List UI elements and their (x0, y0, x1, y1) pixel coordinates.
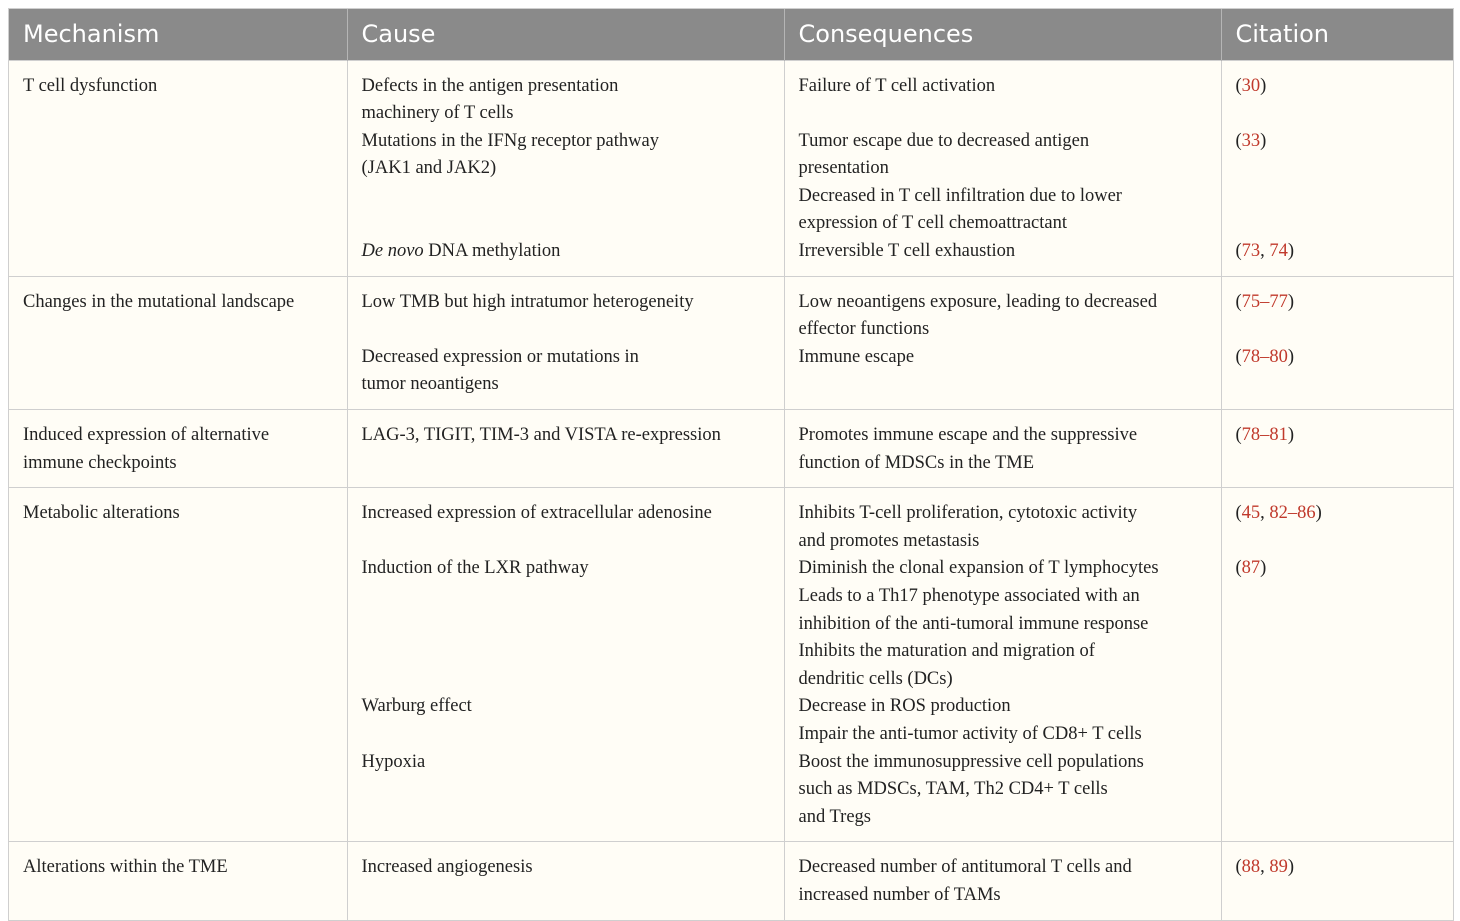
consequences-cell (784, 410, 1221, 488)
citation-line: (78–81) (1235, 425, 1295, 446)
consequences-cell-line: Immune escape (798, 346, 915, 367)
citation-link[interactable]: 73 (1241, 241, 1261, 262)
consequences-cell-line: expression of T cell chemoattractant (798, 213, 1067, 234)
cause-cell (347, 60, 784, 276)
consequences-cell-line: presentation (798, 158, 889, 179)
citation-link[interactable]: 74 (1269, 241, 1288, 262)
mechanisms-table (9, 9, 1453, 920)
citation-cell (1221, 842, 1453, 920)
cause-cell-line: Increased angiogenesis (361, 857, 533, 878)
consequences-cell-line: and promotes metastasis (798, 530, 980, 551)
cause-cell-line (362, 183, 770, 211)
cause-cell-line: Decreased expression or mutations in (361, 346, 639, 367)
mechanism-cell (9, 488, 347, 842)
table-row (9, 276, 1453, 409)
cause-cell-line: (JAK1 and JAK2) (361, 158, 497, 179)
citation-line: (33) (1235, 130, 1267, 151)
citation-link[interactable]: 78–81 (1241, 425, 1288, 446)
mechanism-cell (9, 276, 347, 409)
consequences-cell-line: increased number of TAMs (798, 884, 1001, 905)
consequences-cell-line: Boost the immunosuppressive cell populations (798, 751, 1144, 772)
mechanism-cell-line: Induced expression of alternative (23, 425, 270, 446)
cause-cell-line: Increased expression of extracellular adenosine (361, 503, 712, 524)
consequences-cell-line: function of MDSCs in the TME (798, 452, 1035, 473)
cause-cell-line (362, 611, 770, 639)
citation-link[interactable]: 87 (1241, 558, 1261, 579)
consequences-cell (784, 60, 1221, 276)
citation-line: (88, 89) (1235, 857, 1295, 878)
consequences-cell-line: such as MDSCs, TAM, Th2 CD4+ T cells (798, 779, 1108, 800)
cause-cell (347, 488, 784, 842)
citation-link[interactable]: 75–77 (1241, 291, 1288, 312)
cause-cell-line: Induction of the LXR pathway (361, 558, 589, 579)
consequences-cell-line: Inhibits the maturation and migration of (798, 641, 1095, 662)
consequences-cell-line: Decreased in T cell infiltration due to lower (798, 185, 1122, 206)
citation-link[interactable]: 89 (1269, 857, 1288, 878)
mechanism-cell (9, 842, 347, 920)
citation-cell (1221, 410, 1453, 488)
citation-line: (45, 82–86) (1235, 503, 1322, 524)
cause-cell-line: Defects in the antigen presentation (361, 75, 619, 96)
cause-cell-line (362, 210, 770, 238)
consequences-cell-line: Low neoantigens exposure, leading to decreased (798, 291, 1158, 312)
header-citation: Citation (1221, 9, 1453, 60)
consequences-cell-line: Leads to a Th17 phenotype associated with an (798, 586, 1140, 606)
consequences-cell (784, 488, 1221, 842)
cause-cell-line (362, 528, 770, 556)
citation-line: (75–77) (1235, 291, 1295, 312)
cause-cell-line (362, 721, 770, 749)
cause-cell (347, 842, 784, 920)
citation-link[interactable]: 88 (1241, 857, 1261, 878)
table-header-row (9, 9, 1453, 60)
consequences-cell (784, 276, 1221, 409)
citation-cell (1221, 276, 1453, 409)
consequences-cell-line: Diminish the clonal expansion of T lymphocytes (798, 558, 1159, 579)
citation-link[interactable]: 82–86 (1269, 503, 1316, 524)
consequences-cell-line: Impair the anti-tumor activity of CD8+ T cells (798, 723, 1142, 744)
consequences-cell-line: and Tregs (798, 806, 871, 827)
header-cause: Cause (347, 9, 784, 60)
mechanism-cell-line: immune checkpoints (23, 452, 177, 473)
cause-cell-line (362, 666, 770, 694)
table-row (9, 60, 1453, 276)
consequences-cell-line (799, 371, 1207, 399)
cause-cell-line: tumor neoantigens (361, 374, 499, 395)
citation-link[interactable]: 30 (1241, 75, 1261, 96)
mechanisms-table-container (8, 8, 1454, 921)
citation-link[interactable]: 78–80 (1241, 346, 1288, 367)
consequences-cell-line (799, 100, 1207, 128)
consequences-cell-line: Irreversible T cell exhaustion (798, 241, 1016, 262)
citation-line: (87) (1235, 558, 1267, 579)
cause-cell-line: Warburg effect (361, 696, 472, 717)
cause-cell-line: Mutations in the IFNg receptor pathway (361, 130, 659, 151)
citation-line: (30) (1235, 75, 1267, 96)
cause-cell (347, 276, 784, 409)
consequences-cell-line: Inhibits T-cell proliferation, cytotoxic activity (798, 503, 1138, 524)
cause-cell-line: Hypoxia (361, 751, 426, 772)
consequences-cell-line: Failure of T cell activation (798, 75, 996, 96)
citation-cell (1221, 488, 1453, 842)
mechanism-cell (9, 410, 347, 488)
cause-cell-line: LAG-3, TIGIT, TIM-3 and VISTA re-expression (361, 425, 721, 446)
mechanism-cell-line: Changes in the mutational landscape (23, 291, 295, 312)
table-row (9, 842, 1453, 920)
mechanism-cell-line: T cell dysfunction (23, 75, 158, 96)
cause-cell-line (362, 316, 770, 344)
table-row (9, 488, 1453, 842)
citation-cell (1221, 60, 1453, 276)
cause-cell-line (362, 583, 770, 611)
consequences-cell-line: inhibition of the anti-tumoral immune response (798, 613, 1149, 634)
consequences-cell-line: Tumor escape due to decreased antigen (798, 130, 1090, 151)
cause-cell-line (362, 638, 770, 666)
table-row (9, 410, 1453, 488)
citation-line: (78–80) (1235, 346, 1295, 367)
cause-cell-line: Low TMB but high intratumor heterogeneity (361, 291, 694, 312)
consequences-cell-line: dendritic cells (DCs) (798, 668, 953, 689)
citation-line: (73, 74) (1235, 241, 1295, 262)
header-consequences: Consequences (784, 9, 1221, 60)
consequences-cell-line: Decrease in ROS production (798, 696, 1011, 717)
consequences-cell-line: Decreased number of antitumoral T cells and (798, 857, 1132, 878)
header-mechanism: Mechanism (9, 9, 347, 60)
consequences-cell-line: Promotes immune escape and the suppressive (798, 425, 1138, 446)
consequences-cell (784, 842, 1221, 920)
cause-cell-line: machinery of T cells (361, 103, 514, 124)
mechanism-cell-line: Alterations within the TME (23, 857, 228, 878)
cause-cell-line: De novo DNA methylation (361, 241, 561, 262)
cause-cell (347, 410, 784, 488)
citation-link[interactable]: 45 (1241, 503, 1261, 524)
mechanism-cell-line: Metabolic alterations (23, 503, 180, 524)
mechanism-cell (9, 60, 347, 276)
citation-link[interactable]: 33 (1241, 130, 1261, 151)
consequences-cell-line: effector functions (798, 319, 930, 340)
